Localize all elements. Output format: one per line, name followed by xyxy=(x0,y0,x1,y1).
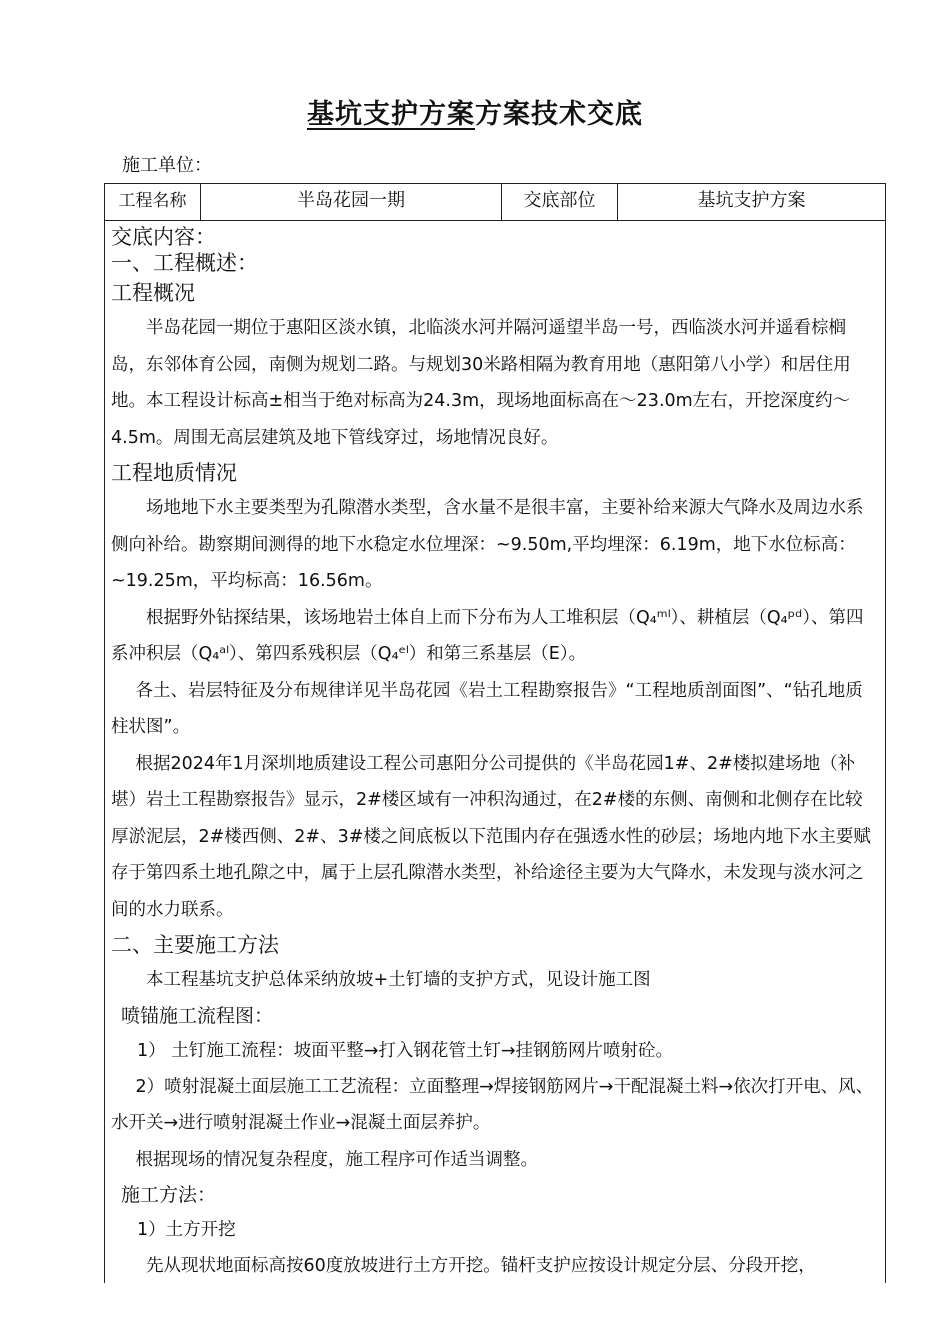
flow-step-2: 2）喷射混凝土面层施工工艺流程：立面整理→焊接钢筋网片→干配混凝土料→依次打开电、风、水开关→进行喷射混凝土作业→混凝土面层养护。 xyxy=(111,1076,874,1133)
project-name-value: 半岛花园一期 xyxy=(201,184,502,220)
briefing-content xyxy=(111,224,877,1285)
title-underlined-part: 基坑支护方案 xyxy=(307,99,475,130)
project-name-label: 工程名称 xyxy=(105,184,201,220)
section-1-heading: 一、工程概述： xyxy=(111,251,258,275)
content-label: 交底内容： xyxy=(111,225,216,249)
location-label: 交底部位 xyxy=(502,184,618,220)
construct-heading: 施工方法： xyxy=(121,1184,217,1206)
construct-paragraph: 先从现状地面标高按60度放坡进行土方开挖。锚杆支护应按设计规定分层、分段开挖， xyxy=(146,1256,816,1276)
overview-heading: 工程概况 xyxy=(111,281,195,305)
document-title xyxy=(0,92,950,131)
geology-paragraph-1: 场地地下水主要类型为孔隙潜水类型，含水量不是很丰富，主要补给来源大气降水及周边水系侧向补给。勘察期间测得的地下水稳定水位埋深：~9.50m,平均埋深：6.19m，地下水位标高：~19.25m，平均标高：16.56m。 xyxy=(111,498,864,591)
overview-paragraph: 半岛花园一期位于惠阳区淡水镇，北临淡水河并隔河遥望半岛一号，西临淡水河并遥看棕榈岛，东邻体育公园，南侧为规划二路。与规划30米路相隔为教育用地（惠阳第八小学）和居住用地。本工程设计标高±相当于绝对标高为24.3m，现场地面标高在～23.0m左右，开挖深度约～4.5m。周围无高层建筑及地下管线穿过，场地情况良好。 xyxy=(111,318,851,448)
title-rest: 方案技术交底 xyxy=(475,99,643,130)
briefing-table xyxy=(104,183,886,1283)
method-paragraph: 本工程基坑支护总体采纳放坡+土钉墙的支护方式，见设计施工图 xyxy=(146,970,651,990)
geology-heading: 工程地质情况 xyxy=(111,461,237,485)
flow-step-1: 1） 土钉施工流程：坡面平整→打入钢花管土钉→挂钢筋网片喷射砼。 xyxy=(137,1040,674,1061)
geology-paragraph-3: 各土、岩层特征及分布规律详见半岛花园《岩土工程勘察报告》“工程地质剖面图”、“钻孔地质柱状图”。 xyxy=(111,680,863,737)
section-2-heading: 二、主要施工方法 xyxy=(111,933,279,957)
geology-paragraph-4: 根据2024年1月深圳地质建设工程公司惠阳分公司提供的《半岛花园1#、2#楼拟建场地（补堪）岩土工程勘察报告》显示，2#楼区域有一冲积沟通过，在2#楼的东侧、南侧和北侧存在比较厚淤泥层，2#楼西侧、2#、3#楼之间底板以下范围内存在强透水性的砂层；场地内地下水主要赋存于第四系土地孔隙之中，属于上层孔隙潜水类型，补给途径主要为大气降水，未发现与淡水河之间的水力联系。 xyxy=(111,753,871,920)
construction-unit-label: 施工单位： xyxy=(122,155,212,176)
flow-note: 根据现场的情况复杂程度，施工程序可作适当调整。 xyxy=(135,1149,538,1170)
geology-paragraph-2: 根据野外钻探结果，该场地岩土体自上而下分布为人工堆积层（Q₄ᵐˡ）、耕植层（Q₄ᵖᵈ）、第四系冲积层（Q₄ᵃˡ）、第四系残积层（Q₄ᵉˡ）和第三系基层（E）。 xyxy=(111,607,864,664)
table-header-row xyxy=(105,184,885,221)
location-value: 基坑支护方案 xyxy=(697,190,806,211)
construct-item-1: 1）土方开挖 xyxy=(137,1220,236,1240)
flow-heading: 喷锚施工流程图： xyxy=(121,1004,274,1027)
